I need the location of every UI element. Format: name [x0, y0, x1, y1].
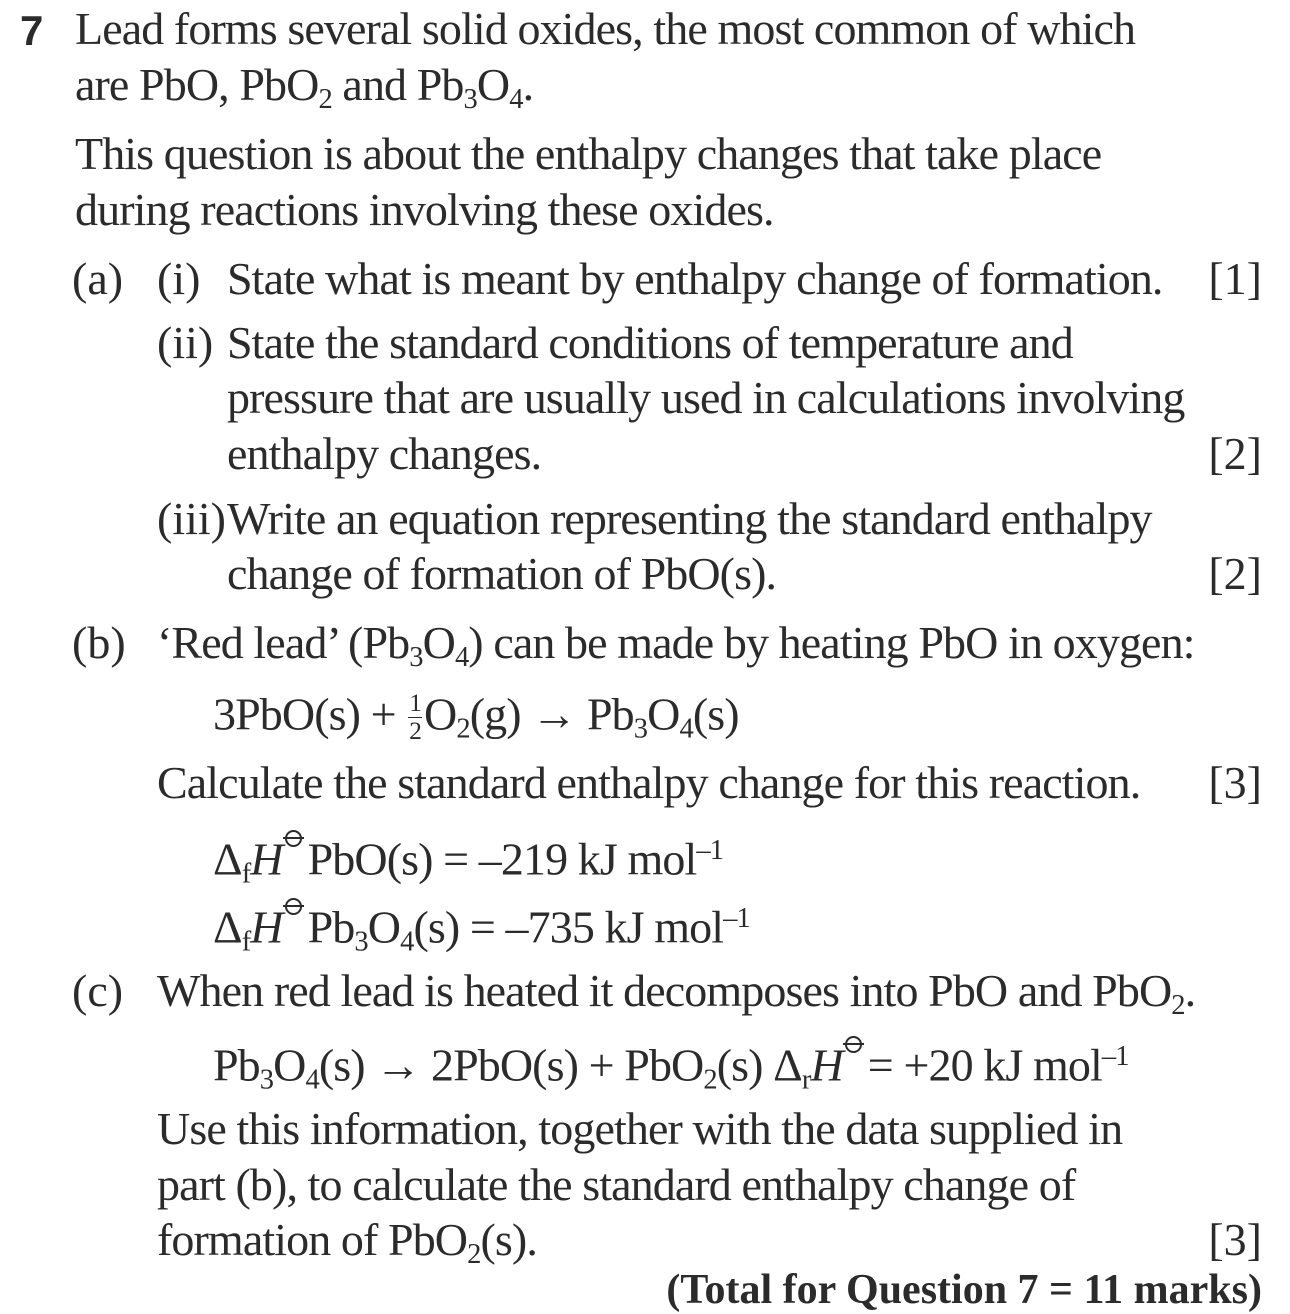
part-a-iii-marks: [2]: [1208, 548, 1262, 599]
part-a-label: (a): [72, 253, 124, 304]
intro-line-1: Lead forms several solid oxides, the most common of which: [75, 3, 1136, 54]
part-b-task: Calculate the standard enthalpy change for this reaction.: [157, 757, 1141, 808]
intro-line-4: during reactions involving these oxides.: [75, 184, 774, 235]
part-c-marks: [3]: [1208, 1214, 1262, 1265]
part-a-i-marks: [1]: [1208, 253, 1262, 304]
part-c-label: (c): [72, 965, 124, 1016]
part-b-intro: ‘Red lead’ $(Pb_3O_4)$ can be made by heating PbO in oxygen:: [157, 617, 1195, 673]
question-total: (Total for Question 7 = 11 marks): [666, 1267, 1262, 1313]
part-b-equation: 3PbO(s) + $\frac{1}{2}$ $O_2(g) \to Pb_3O_4(s)$: [213, 688, 739, 745]
intro-line-2: are PbO, PbO$_2$ and $Pb_3O_4$.: [75, 59, 534, 115]
part-a-ii-label: (ii): [157, 317, 214, 368]
part-a-ii-marks: [2]: [1208, 428, 1262, 479]
part-a-i-label: (i): [157, 253, 201, 304]
part-c-intro: When red lead is heated it decomposes into PbO and PbO$_2$.: [157, 965, 1196, 1021]
part-a-iii-line-1: Write an equation representing the standard enthalpy: [227, 493, 1152, 544]
part-c-line-3: formation of PbO$_2$(s).: [157, 1214, 537, 1270]
part-a-ii-line-1: State the standard conditions of temperature and: [227, 317, 1073, 368]
part-a-iii-label: (iii): [157, 493, 226, 544]
part-b-data-1: $\Delta_fH$ PbO(s) = –219 kJ mol$^{-1}$: [213, 830, 723, 883]
part-a-iii-line-2: change of formation of PbO(s).: [227, 548, 777, 599]
part-a-i-text: State what is meant by enthalpy change of formation.: [227, 253, 1163, 304]
question-number: 7: [20, 7, 43, 54]
intro-line-3: This question is about the enthalpy changes that take place: [75, 128, 1102, 179]
part-c-equation: $Pb_3O_4(s) \to 2PbO(s) + PbO_2(s) \Delta_rH = +20$ kJ mol$^{-1}$: [213, 1036, 1129, 1089]
part-a-ii-line-3: enthalpy changes.: [227, 428, 542, 479]
part-b-marks: [3]: [1208, 757, 1262, 808]
part-c-line-2: part (b), to calculate the standard enthalpy change of: [157, 1159, 1076, 1210]
part-c-line-1: Use this information, together with the data supplied in: [157, 1103, 1123, 1154]
part-b-data-2: $\Delta_fH$ $Pb_3O_4(s) = -735$ kJ mol$^{-1}$: [213, 898, 750, 951]
part-a-ii-line-2: pressure that are usually used in calculations involving: [227, 372, 1185, 423]
part-b-label: (b): [72, 617, 126, 668]
